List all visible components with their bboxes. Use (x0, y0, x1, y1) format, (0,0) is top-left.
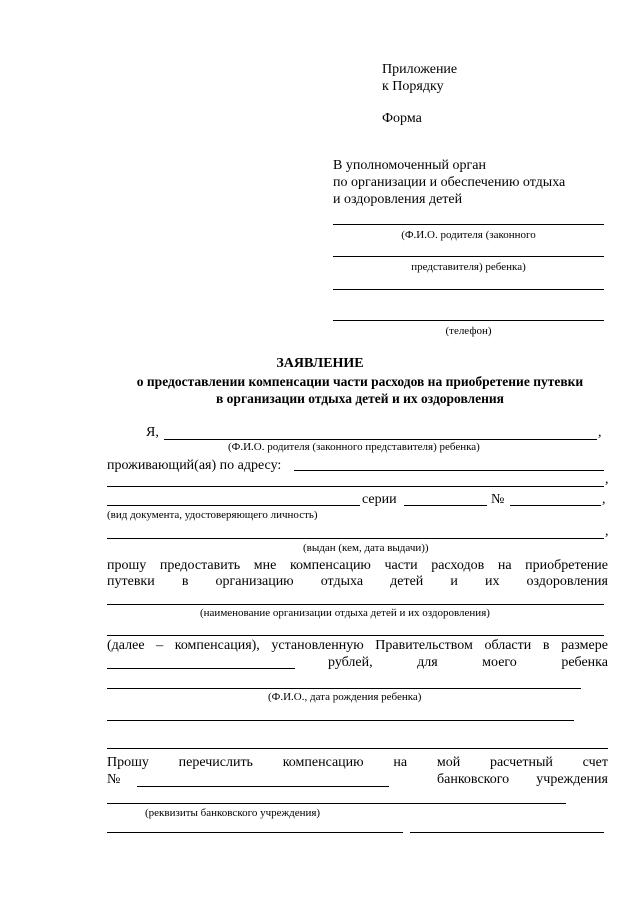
phone-hint: (телефон) (445, 325, 492, 337)
series-label: серии (362, 492, 397, 507)
amount-line-text (328, 655, 608, 671)
comma: , (605, 472, 609, 487)
word: расчетный (489, 755, 553, 770)
address-line[interactable] (333, 289, 604, 290)
bank-details-line-3[interactable] (410, 832, 604, 833)
bank-text (437, 772, 608, 788)
word: области (484, 638, 532, 653)
word: компенсацию (289, 558, 371, 573)
phone-line[interactable] (333, 320, 604, 321)
bank-details-line[interactable] (107, 803, 566, 804)
parent-name-hint: (Ф.И.О. родителя (законного (401, 229, 536, 241)
word: размере (561, 638, 608, 653)
word: рублей, (328, 655, 373, 670)
bank-details-hint: (реквизиты банковского учреждения) (145, 807, 321, 819)
comma: , (602, 492, 606, 507)
word: в (542, 638, 550, 653)
bank-details-line-2[interactable] (107, 832, 403, 833)
parent-fio-hint: (Ф.И.О. родителя (законного представителя) ребенка) (228, 441, 480, 453)
word: установленную (271, 638, 364, 653)
address-line-2[interactable] (107, 486, 604, 487)
word: Прошу (107, 755, 149, 770)
order-label: к Порядку (382, 79, 444, 94)
issued-line[interactable] (107, 538, 604, 539)
parent-name-line[interactable] (333, 224, 604, 225)
word: прошу (107, 558, 147, 573)
addressee-line-1: В уполномоченный орган (333, 158, 486, 173)
number-label: № (491, 492, 505, 507)
word: в (181, 574, 189, 589)
child-hint: (Ф.И.О., дата рождения ребенка) (268, 691, 422, 703)
word: и (450, 574, 458, 589)
comma: , (598, 425, 602, 440)
word: предоставить (159, 558, 241, 573)
word: части (384, 558, 418, 573)
doc-number-line[interactable] (510, 505, 601, 506)
word: расходов (431, 558, 485, 573)
organization-line[interactable] (107, 604, 604, 605)
word: счет (582, 755, 608, 770)
word: детей (390, 574, 424, 589)
word: – (156, 638, 164, 653)
document-subtitle-2: в организации отдыха детей и их оздоровления (216, 391, 504, 406)
parent-fio-line[interactable] (164, 439, 597, 440)
appendix-label: Приложение (382, 62, 458, 77)
word: организацию (215, 574, 294, 589)
addressee-line-2: по организации и обеспечению отдыха (333, 175, 566, 190)
word: на (497, 558, 512, 573)
account-number-label: № (107, 772, 121, 787)
word: ребенка (561, 655, 608, 670)
parent-name-line-2[interactable] (333, 256, 604, 257)
word: мой (436, 755, 461, 770)
transfer-line (107, 755, 608, 771)
residing-label: проживающий(ая) по адресу: (107, 458, 282, 473)
child-line[interactable] (107, 688, 581, 689)
word: перечислить (178, 755, 253, 770)
word: путевки (107, 574, 155, 589)
addressee-line-3: и оздоровления детей (333, 192, 463, 207)
word: для (417, 655, 438, 670)
word: учреждения (536, 772, 608, 787)
word: мне (253, 558, 277, 573)
word: отдыха (320, 574, 364, 589)
organization-line-2[interactable] (107, 635, 604, 636)
residing-address-line[interactable] (294, 470, 604, 471)
word: моего (482, 655, 517, 670)
hereinafter-line (107, 638, 608, 654)
request-line-2 (107, 574, 608, 590)
word: компенсация), (174, 638, 260, 653)
parent-name-hint-2: представителя) ребенка) (411, 261, 526, 273)
series-line[interactable] (404, 505, 487, 506)
word: компенсацию (282, 755, 364, 770)
word: на (393, 755, 408, 770)
document-title: ЗАЯВЛЕНИЕ (276, 356, 364, 371)
word: их (484, 574, 500, 589)
issued-hint: (выдан (кем, дата выдачи)) (303, 542, 429, 554)
organization-hint: (наименование организации отдыха детей и их оздоровления) (200, 607, 490, 619)
doc-type-line[interactable] (107, 505, 360, 506)
i-label: Я, (146, 425, 159, 440)
form-label: Форма (382, 111, 422, 126)
request-line-1 (107, 558, 608, 574)
word: оздоровления (526, 574, 608, 589)
amount-line[interactable] (107, 668, 295, 669)
comma: , (605, 524, 609, 539)
document-subtitle-1: о предоставлении компенсации части расходов на приобретение путевки (136, 374, 584, 389)
word: банковского (437, 772, 510, 787)
separator-line (107, 748, 608, 749)
doc-type-hint: (вид документа, удостоверяющего личность) (107, 509, 318, 521)
account-number-line[interactable] (137, 786, 389, 787)
word: приобретение (525, 558, 608, 573)
child-line-2[interactable] (107, 720, 574, 721)
word: Правительством (375, 638, 473, 653)
word: (далее (107, 638, 145, 653)
